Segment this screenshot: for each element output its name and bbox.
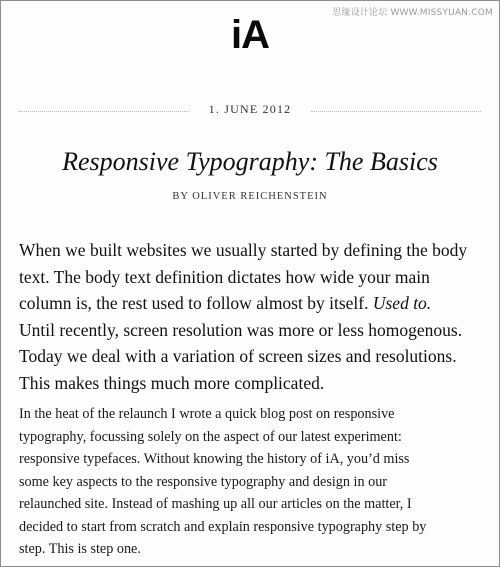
- article-body-paragraph: [19, 403, 489, 561]
- site-logo[interactable]: iA: [231, 13, 269, 57]
- article-byline: BY OLIVER REICHENSTEIN: [172, 191, 328, 202]
- body-line: some key aspects to the responsive typography and design in our: [19, 473, 388, 490]
- site-watermark: 思缘设计论坛 WWW.MISSYUAN.COM: [332, 8, 493, 18]
- body-line: typography, focussing solely on the aspect of our latest experiment:: [19, 428, 402, 445]
- article-date: 1. JUNE 2012: [208, 102, 292, 116]
- lead-line: text. The body text definition dictates how wide your main: [19, 266, 430, 287]
- lead-line: [19, 290, 487, 317]
- article-lead-paragraph: [19, 237, 487, 396]
- body-line: In the heat of the relaunch I wrote a quick blog post on responsive: [19, 406, 395, 422]
- lead-emphasis: Used to.: [372, 293, 432, 313]
- body-line: decided to start from scratch and explain responsive typography step by: [19, 518, 427, 535]
- lead-line: When we built websites we usually started by defining the body: [19, 240, 468, 260]
- lead-line: Until recently, screen resolution was more or less homogenous.: [19, 319, 463, 340]
- article-title: Responsive Typography: The Basics: [62, 147, 438, 176]
- date-divider-right: [311, 111, 481, 112]
- lead-text: column is, the rest used to follow almost by itself.: [19, 293, 373, 313]
- lead-line: This makes things much more complicated.: [19, 372, 325, 393]
- body-line: responsive typefaces. Without knowing the history of iA, you’d miss: [19, 451, 410, 467]
- lead-line: Today we deal with a variation of screen sizes and resolutions.: [19, 346, 457, 366]
- body-line: relaunched site. Instead of mashing up all our articles on the matter, I: [19, 496, 412, 512]
- body-line: step. This is step one.: [19, 541, 141, 557]
